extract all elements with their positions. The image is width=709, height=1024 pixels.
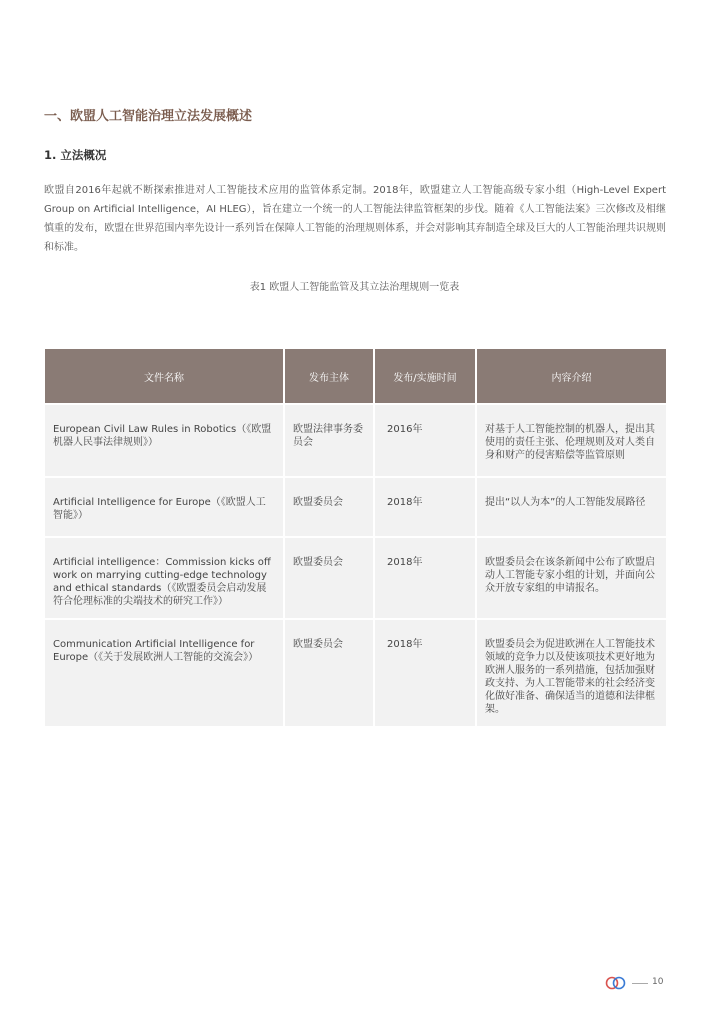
table-row — [45, 405, 666, 476]
rings-logo-icon — [604, 976, 628, 990]
cell-issuer: 欧盟法律事务委员会 — [285, 405, 373, 476]
cell-date: 2016年 — [375, 405, 475, 476]
cell-file-name: European Civil Law Rules in Robotics（《欧盟机器人民事法律规则》） — [45, 405, 283, 476]
section-heading: 一、欧盟人工智能治理立法发展概述 — [44, 109, 253, 124]
table-row — [45, 538, 666, 618]
regulation-table — [43, 347, 668, 728]
table-row — [45, 478, 666, 536]
header-file-name: 文件名称 — [45, 349, 283, 403]
header-issuer: 发布主体 — [285, 349, 373, 403]
footer-divider — [632, 983, 648, 984]
table-caption: 表1 欧盟人工智能监管及其立法治理规则一览表 — [249, 282, 460, 293]
sub-heading: 1. 立法概况 — [44, 148, 107, 162]
cell-issuer: 欧盟委员会 — [285, 478, 373, 536]
cell-date: 2018年 — [375, 478, 475, 536]
table-row — [45, 620, 666, 726]
cell-intro: 对基于人工智能控制的机器人，提出其使用的责任主张、伦理规则及对人类自身和财产的侵害赔偿等监管原则 — [477, 405, 666, 476]
page-footer — [604, 974, 674, 992]
cell-intro: 欧盟委员会在该条新闻中公布了欧盟启动人工智能专家小组的计划，并面向公众开放专家组的申请报名。 — [477, 538, 666, 618]
cell-issuer: 欧盟委员会 — [285, 538, 373, 618]
page-number: 10 — [652, 977, 664, 987]
cell-file-name: Communication Artificial Intelligence for Europe（《关于发展欧洲人工智能的交流会》） — [45, 620, 283, 726]
cell-issuer: 欧盟委员会 — [285, 620, 373, 726]
header-date: 发布/实施时间 — [375, 349, 475, 403]
cell-file-name: Artificial Intelligence for Europe（《欧盟人工智能》） — [45, 478, 283, 536]
cell-file-name: Artificial intelligence：Commission kicks off work on marrying cutting-edge technology and ethical standards（《欧盟委员会启动发展符合伦理标准的尖端技术的研究工作》） — [45, 538, 283, 618]
body-paragraph: 欧盟自2016年起就不断探索推进对人工智能技术应用的监管体系定制。2018年，欧盟建立人工智能高级专家小组（High-Level Expert Group on Artificial Intelligence，AI HLEG），旨在建立一个统一的人工智能法律监管框架的步伐。随着《人工智能法案》三次修改及相继慎重的发布，欧盟在世界范围内率先设计一系列旨在保障人工智能的治理规则体系，并会对影响其弃制造全球及巨大的人工智能治理共识规则和标准。 — [44, 185, 666, 253]
cell-date: 2018年 — [375, 620, 475, 726]
header-intro: 内容介绍 — [477, 349, 666, 403]
cell-intro: 欧盟委员会为促进欧洲在人工智能技术领域的竞争力以及使该项技术更好地为欧洲人服务的一系列措施，包括加强财政支持、为人工智能带来的社会经济变化做好准备、确保适当的道德和法律框架。 — [477, 620, 666, 726]
table-header-row — [45, 349, 666, 403]
cell-intro: 提出“以人为本”的人工智能发展路径 — [477, 478, 666, 536]
cell-date: 2018年 — [375, 538, 475, 618]
